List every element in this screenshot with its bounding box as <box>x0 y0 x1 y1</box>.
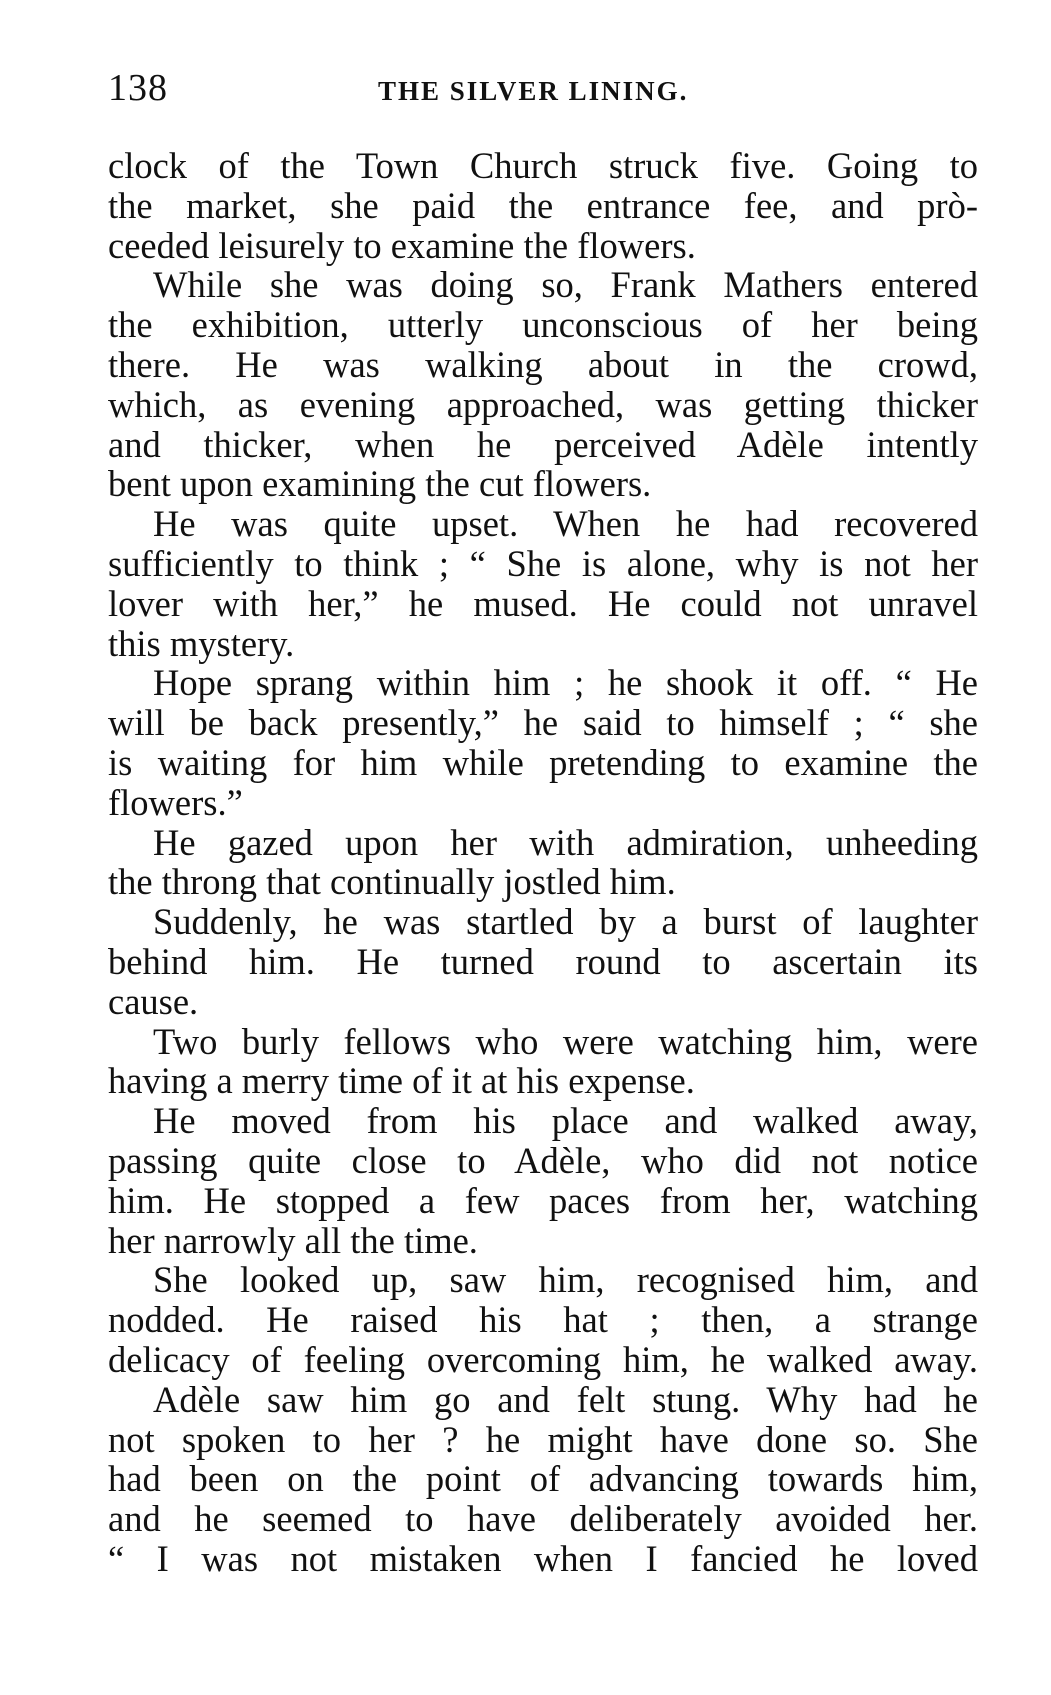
text-line: passing quite close to Adèle, who did not notice <box>108 1139 978 1181</box>
text-line: this mystery. <box>108 622 295 664</box>
text-line: not spoken to her ? he might have done so. She <box>108 1418 978 1460</box>
text-line: He moved from his place and walked away, <box>153 1100 978 1142</box>
text-line: the market, she paid the entrance fee, and prò- <box>108 184 978 226</box>
text-line: him. He stopped a few paces from her, watching <box>108 1179 978 1221</box>
running-title: THE SILVER LINING. <box>378 76 689 106</box>
text-line: which, as evening approached, was getting thicker <box>108 383 978 425</box>
text-line: is waiting for him while pretending to examine the <box>108 741 978 783</box>
text-line: bent upon examining the cut flowers. <box>108 463 652 505</box>
body-text <box>108 146 978 1579</box>
text-line: having a merry time of it at his expense. <box>108 1060 695 1102</box>
text-line: Two burly fellows who were watching him, were <box>153 1020 978 1062</box>
text-line: the throng that continually jostled him. <box>108 861 676 903</box>
page-header <box>108 66 978 116</box>
text-line: behind him. He turned round to ascertain its <box>108 940 978 982</box>
text-line: While she was doing so, Frank Mathers entered <box>153 264 978 306</box>
text-line: ceeded leisurely to examine the flowers. <box>108 224 696 266</box>
text-line: Adèle saw him go and felt stung. Why had he <box>153 1378 978 1420</box>
text-line: her narrowly all the time. <box>108 1219 478 1261</box>
text-line: cause. <box>108 980 199 1022</box>
text-line: nodded. He raised his hat ; then, a strange <box>108 1299 978 1341</box>
text-line: and thicker, when he perceived Adèle intently <box>108 423 978 465</box>
text-line: “ I was not mistaken when I fancied he loved <box>108 1537 978 1579</box>
text-line: He was quite upset. When he had recovered <box>153 503 978 545</box>
text-line: He gazed upon her with admiration, unheeding <box>153 821 978 863</box>
text-line: Hope sprang within him ; he shook it off. “ He <box>153 662 978 704</box>
text-line: and he seemed to have deliberately avoided her. <box>108 1498 978 1540</box>
text-line: flowers.” <box>108 781 243 823</box>
text-line: lover with her,” he mused. He could not unravel <box>108 582 978 624</box>
text-line: clock of the Town Church struck five. Going to <box>108 145 978 186</box>
text-line: delicacy of feeling overcoming him, he walked away. <box>108 1338 978 1380</box>
page-number: 138 <box>108 67 168 109</box>
text-line: the exhibition, utterly unconscious of her being <box>108 304 978 346</box>
text-line: sufficiently to think ; “ She is alone, why is not her <box>108 542 978 584</box>
text-line: Suddenly, he was startled by a burst of laughter <box>153 901 978 943</box>
text-line: She looked up, saw him, recognised him, and <box>153 1259 978 1301</box>
text-line: will be back presently,” he said to himself ; “ she <box>108 702 978 744</box>
text-line: had been on the point of advancing towards him, <box>108 1458 978 1500</box>
text-line: there. He was walking about in the crowd, <box>108 343 978 385</box>
